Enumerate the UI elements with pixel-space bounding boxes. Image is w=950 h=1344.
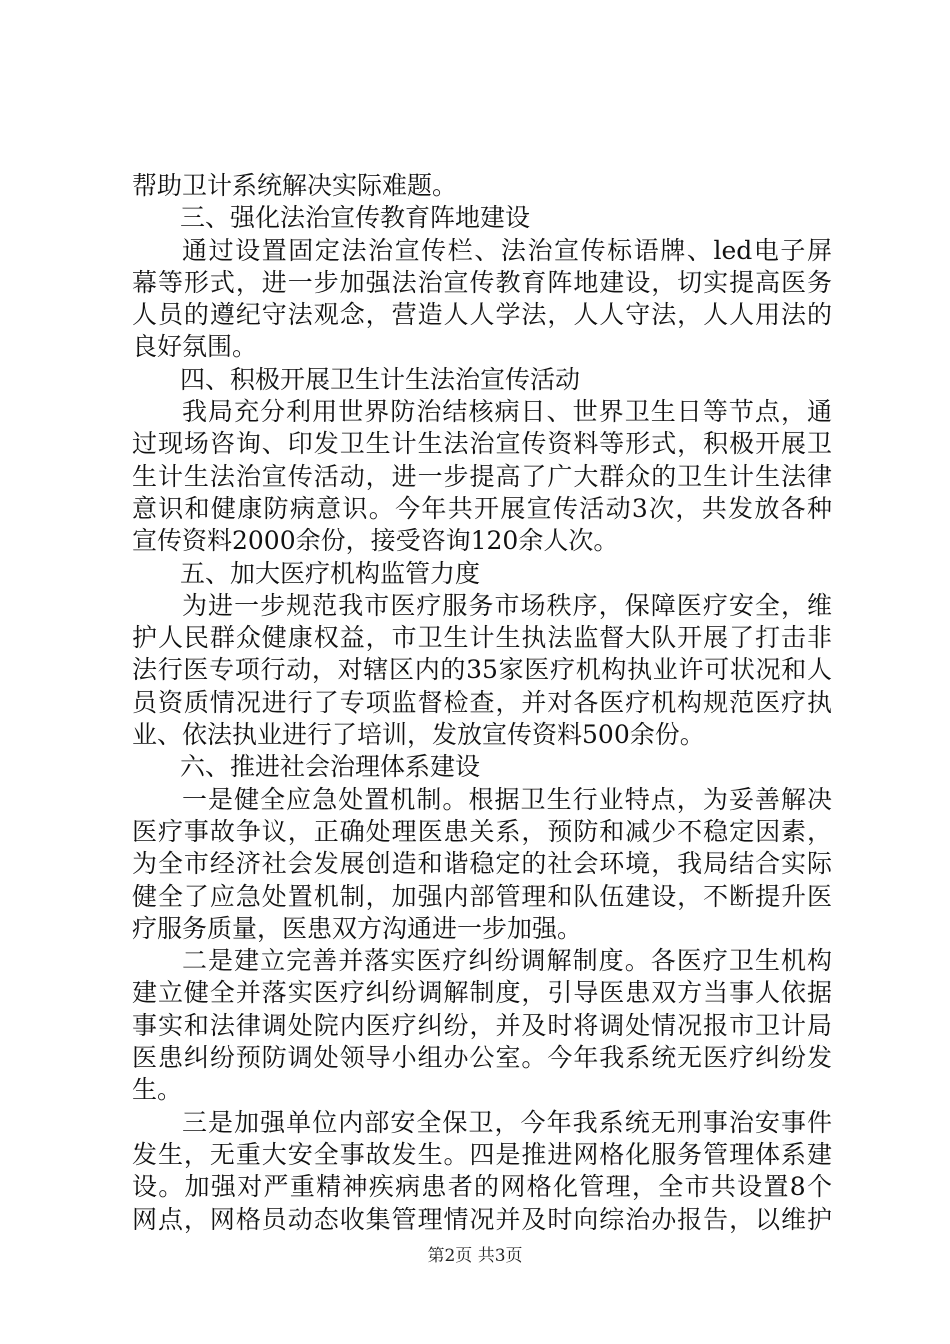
paragraph-line: 医疗事故争议，正确处理医患关系，预防和减少不稳定因素， <box>132 816 832 846</box>
section-heading: 三、强化法治宣传教育阵地建设 <box>180 203 531 233</box>
document-body <box>132 170 832 1236</box>
paragraph-first-line: 通过设置固定法治宣传栏、法治宣传标语牌、led电子屏 <box>182 235 832 265</box>
paragraph-line: 事实和法律调处院内医疗纠纷，并及时将调处情况报市卫计局 <box>132 1010 832 1040</box>
paragraph-line: 员资质情况进行了专项监督检查，并对各医疗机构规范医疗执 <box>132 687 832 717</box>
paragraph-first-line: 我局充分利用世界防治结核病日、世界卫生日等节点，通 <box>182 397 832 427</box>
paragraph-line: 幕等形式，进一步加强法治宣传教育阵地建设，切实提高医务 <box>132 267 832 297</box>
section-heading: 四、积极开展卫生计生法治宣传活动 <box>180 364 581 394</box>
section-heading: 五、加大医疗机构监管力度 <box>180 558 481 588</box>
paragraph-last-line: 生。 <box>132 1075 183 1105</box>
paragraph-line: 护人民群众健康权益，市卫生计生执法监督大队开展了打击非 <box>132 623 832 653</box>
paragraph-last-line: 帮助卫计系统解决实际难题。 <box>132 171 458 200</box>
paragraph-line: 发生，无重大安全事故发生。四是推进网格化服务管理体系建 <box>132 1139 832 1169</box>
paragraph-last-line: 疗服务质量，医患双方沟通进一步加强。 <box>132 913 583 943</box>
paragraph-last-line: 宣传资料2000余份，接受咨询120余人次。 <box>132 526 619 556</box>
paragraph-first-line: 二是建立完善并落实医疗纠纷调解制度。各医疗卫生机构 <box>182 946 832 976</box>
paragraph-line: 人员的遵纪守法观念，营造人人学法，人人守法，人人用法的 <box>132 300 832 330</box>
paragraph-first-line: 三是加强单位内部安全保卫，今年我系统无刑事治安事件 <box>182 1107 832 1137</box>
paragraph-line: 意识和健康防病意识。今年共开展宣传活动3次，共发放各种 <box>132 493 832 523</box>
paragraph-line: 建立健全并落实医疗纠纷调解制度，引导医患双方当事人依据 <box>132 978 832 1008</box>
paragraph-first-line: 为进一步规范我市医疗服务市场秩序，保障医疗安全，维 <box>182 590 832 620</box>
paragraph-line: 生计生法治宣传活动，进一步提高了广大群众的卫生计生法律 <box>132 461 832 491</box>
page-footer: 第2页 共3页 <box>427 1246 523 1266</box>
paragraph-line: 健全了应急处置机制，加强内部管理和队伍建设，不断提升医 <box>132 881 832 911</box>
paragraph-line: 过现场咨询、印发卫生计生法治宣传资料等形式，积极开展卫 <box>132 429 832 459</box>
paragraph-line: 法行医专项行动，对辖区内的35家医疗机构执业许可状况和人 <box>132 655 832 685</box>
paragraph-first-line: 一是健全应急处置机制。根据卫生行业特点，为妥善解决 <box>182 784 832 814</box>
paragraph-last-line: 业、依法执业进行了培训，发放宣传资料500余份。 <box>132 720 705 750</box>
paragraph-line: 医患纠纷预防调处领导小组办公室。今年我系统无医疗纠纷发 <box>132 1043 832 1073</box>
paragraph-line: 设。加强对严重精神疾病患者的网格化管理，全市共设置8个 <box>132 1172 832 1202</box>
paragraph-line: 网点，网格员动态收集管理情况并及时向综治办报告，以维护 <box>132 1204 832 1234</box>
paragraph-last-line: 良好氛围。 <box>132 332 258 362</box>
section-heading: 六、推进社会治理体系建设 <box>180 752 481 782</box>
paragraph-line: 为全市经济社会发展创造和谐稳定的社会环境，我局结合实际 <box>132 849 832 879</box>
